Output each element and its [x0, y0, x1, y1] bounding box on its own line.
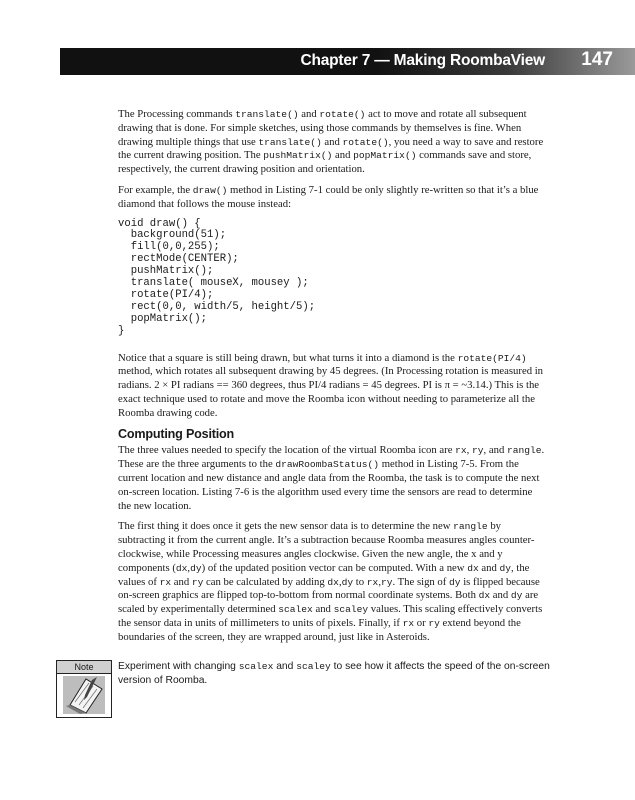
note-label: Note — [57, 661, 111, 674]
paragraph-4: The three values needed to specify the location of the virtual Roomba icon are rx, ry, and rangle. These are the three arguments to the drawRoombaStatus() method in Listing 7-5. From the current location and new distance and angle data from the Roomba, the task is to compute the next on-screen location. Listing 7-6 is the algorithm used every time the sensors are read to determine the new location. — [118, 444, 545, 512]
note-badge — [56, 660, 112, 718]
page-body — [118, 108, 548, 652]
note-callout — [56, 660, 556, 726]
code-listing: void draw() { background(51); fill(0,0,255); rectMode(CENTER); pushMatrix(); translate( mouseX, mousey ); rotate(PI/4); rect(0,0, width/5, height/5); popMatrix(); } — [118, 217, 316, 337]
section-heading: Computing Position — [118, 426, 235, 441]
notepad-pen-icon — [62, 675, 106, 715]
paragraph-2: For example, the draw() method in Listing 7-1 could be only slightly re-written so that it’s a blue diamond that follows the mouse instead: — [118, 183, 539, 210]
note-text: Experiment with changing scalex and scaley to see how it affects the speed of the on-screen version of Roomba. — [118, 661, 550, 686]
page-number: 147 — [581, 49, 613, 70]
paragraph-5: The first thing it does once it gets the new sensor data is to determine the new rangle by subtracting it from the current angle. It’s a subtraction because Roomba measures angles counter-clockwise, while Processing measures angles clockwise. Given the new angle, the x and y components (dx,dy) of the updated position vector can be computed. With a new dx and dy, the values of rx and ry can be calculated by adding dx,dy to rx,ry. The sign of dy is flipped because on-screen graphics are flipped top-to-bottom from normal coordinate systems. Both dx and dy are scaled by experimentally determined scalex and scaley values. This scaling effectively converts the sensor data in units of millimeters to units of pixels. Finally, if rx or ry extend beyond the boundaries of the screen, they are wrapped around, just like in Asteroids. — [118, 520, 543, 643]
paragraph-3: Notice that a square is still being drawn, but what turns it into a diamond is the rotate(PI/4) method, which rotates all subsequent drawing by 45 degrees. (In Processing rotation is measured in radians. 2 × PI radians == 360 degrees, thus PI/4 radians = 45 degrees. PI is π = ~3.14.) This is the exact technique used to rotate and move the Roomba icon without needing to parameterize all the Roomba drawing code. — [118, 351, 544, 419]
paragraph-1: The Processing commands translate() and rotate() act to move and rotate all subsequent drawing that is done. For simple sketches, using those commands by themselves is fine. When drawing multiple things that use translate() and rotate(), you need a way to save and restore the current drawing position. The pushMatrix() and popMatrix() commands save and store, respectively, the current drawing position and orientation. — [118, 108, 544, 176]
chapter-header-bar — [60, 48, 635, 75]
chapter-title: Chapter 7 — Making RoombaView — [300, 52, 545, 69]
